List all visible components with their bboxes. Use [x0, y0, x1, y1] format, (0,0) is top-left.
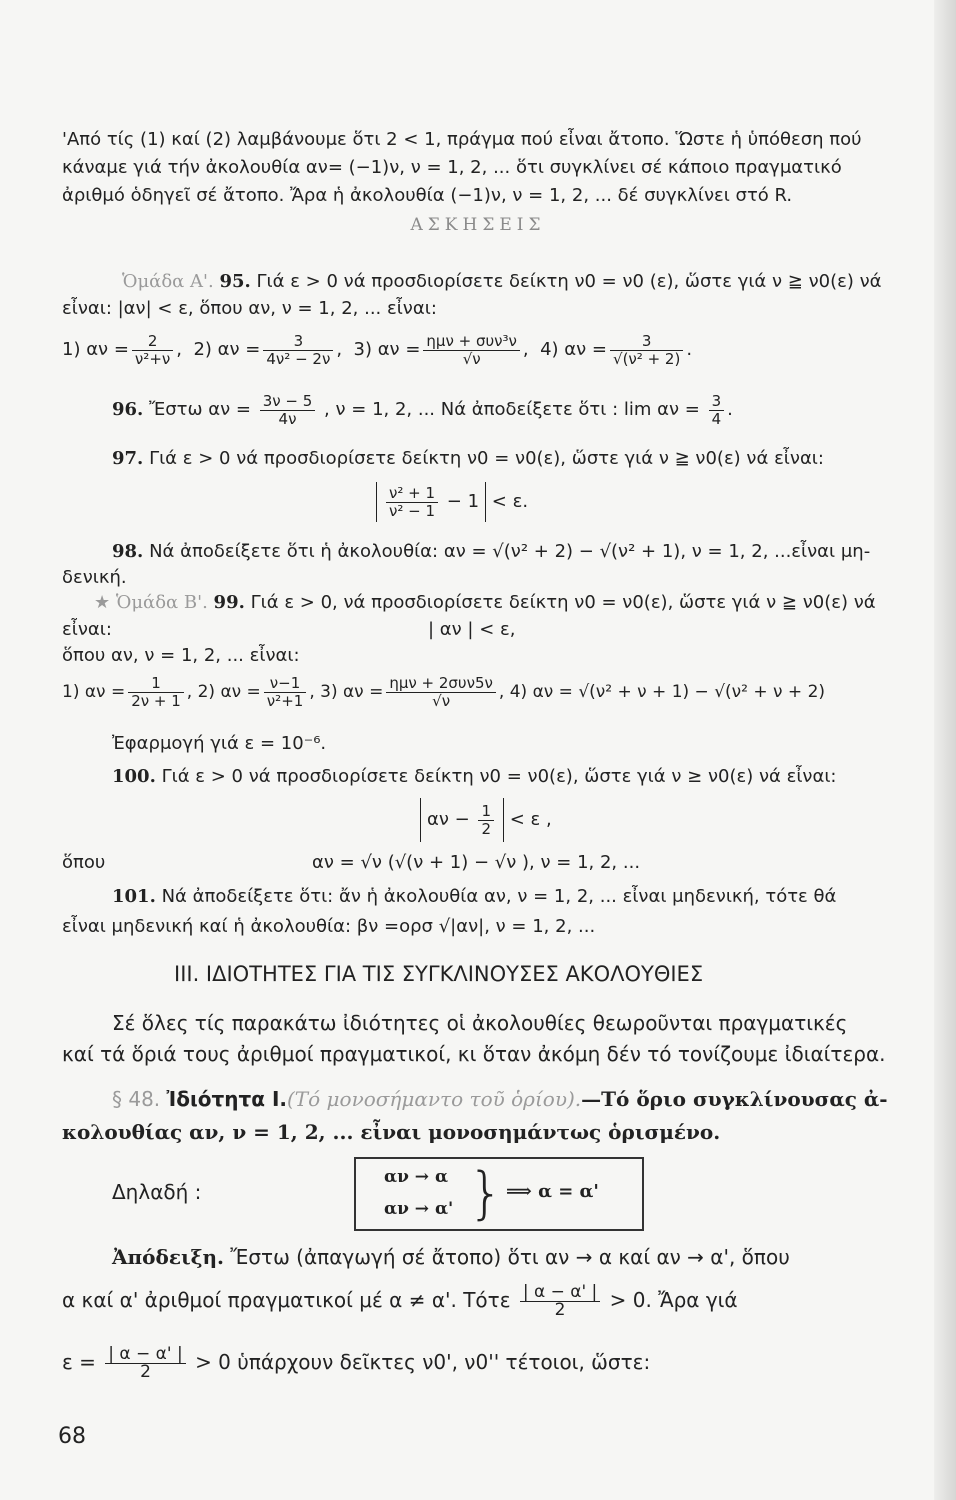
exercise-number: 97. [112, 448, 144, 469]
exercises-heading: ΑΣΚΗΣΕΙΣ [410, 215, 546, 235]
ex95-formulas: 1) αν = $\frac{2}{\text{ν²+ν}}$ , 2) αν = $\frac{3}{\text{4ν² − 2ν}}$ , 3) αν = ημν + συν³ν √ν , 4) αν = $\frac{3}{\text{√(ν² + 2)}}$ . [62, 331, 693, 368]
proof-heading: Ἀπόδειξη. [112, 1245, 225, 1269]
exercise-number: 99. [213, 592, 245, 613]
ex100-line [112, 766, 836, 788]
ex99-line2: εἶναι: [62, 619, 112, 640]
ex95-text: Γιά ε > 0 νά προσδιορίσετε δείκτη ν0 = ν0 (ε), ὥστε γιά ν ≧ ν0(ε) νά [256, 271, 882, 292]
intro-line: 'Από τίς (1) καί (2) λαμβάνουμε ὅτι 2 < 1, πράγμα πού εἶναι ἄτοπο. Ὥστε ἡ ὑπόθεση πού [62, 129, 862, 150]
box-conclusion: ⟹ α = α' [506, 1181, 599, 1202]
page-number: 68 [58, 1424, 86, 1449]
ex98-line [112, 541, 870, 563]
absolute-value: $\frac{\text{ν² + 1}}{\text{ν² − 1}}$ − 1 [376, 482, 486, 522]
intro-line: ἀριθμό ὁδηγεῖ σέ ἄτοπο. Ἄρα ἡ ἀκολουθία (−1)ν, ν = 1, 2, ... δέ συγκλίνει στό R. [62, 185, 793, 206]
formula-label: 4) αν = [540, 339, 608, 360]
ex101-line1 [112, 886, 836, 908]
ex95-line1 [122, 271, 882, 293]
chapter-para-line: Σέ ὅλες τίς παρακάτω ἰδιότητες οἱ ἀκολουθίες θεωροῦνται πραγματικές [112, 1011, 848, 1035]
formula-label: 1) αν = [62, 339, 129, 360]
chapter-title: ΙΙΙ. ΙΔΙΟΤΗΤΕΣ ΓΙΑ ΤΙΣ ΣΥΓΚΛΙΝΟΥΣΕΣ ΑΚΟΛΟΥΘΙΕΣ [174, 962, 704, 986]
ex100-inequality [420, 798, 552, 842]
absolute-value: αν − $\frac{1}{2}$ [420, 798, 504, 842]
formula-label: 2) αν = [197, 682, 261, 702]
intro-line: κάναμε γιά τήν ἀκολουθία αν= (−1)ν, ν = 1, 2, ... ὅτι συγκλίνει σέ κάποιο πραγματικό [62, 157, 842, 178]
proof-text: > 0 ὑπάρχουν δεῖκτες ν0', ν0'' τέτοιοι, ὥστε: [195, 1350, 651, 1374]
ex99-application: Ἐφαρμογή γιά ε = 10⁻⁶. [112, 733, 327, 754]
section-mark: § 48. [112, 1087, 161, 1111]
fraction: ημν + συν³ν √ν [423, 333, 520, 368]
ex96-text: , ν = 1, 2, ... Νά ἀποδείξετε ὅτι : lim αν = [324, 399, 700, 420]
proof-line3 [62, 1340, 650, 1384]
ex96: 96. Ἔστω αν = $\frac{3\nu - 5}{4\nu}$ , ν = 1, 2, ... Νά ἀποδείξετε ὅτι : lim αν = $\frac{3}{4}$ . [112, 391, 733, 428]
group-label: Ὁμάδα Α'. [122, 271, 214, 292]
ex99-formulas: 1) αν = $\frac{1}{2\nu + 1}$ , 2) αν = $\frac{\nu-1}{\text{ν²+1}}$ , 3) αν = ημν + 2συν5ν √ν , 4) αν = √(ν² + ν + 1) − √(ν² + ν + 2) [62, 673, 826, 710]
ex97-inequality [376, 482, 528, 522]
property-text-cont: κολουθίας αν, ν = 1, 2, ... εἶναι μονοσημάντως ὁρισμένο. [62, 1120, 721, 1144]
exercise-number: 95. [219, 271, 251, 292]
ex99-condition: | αν | < ε, [428, 619, 516, 640]
proof-text: Ἔστω (ἀπαγωγή σέ ἄτοπο) ὅτι αν → α καί αν → α', ὅπου [230, 1245, 790, 1269]
ex100-text: Γιά ε > 0 νά προσδιορίσετε δείκτη ν0 = ν0(ε), ὥστε γιά ν ≥ ν0(ε) νά εἶναι: [161, 766, 837, 787]
property-name: Ἰδιότητα Ι. [166, 1087, 287, 1111]
box-premise-2: αν → α' [384, 1199, 454, 1219]
ex101-text: Νά ἀποδείξετε ὅτι: ἄν ἡ ἀκολουθία αν, ν = 1, 2, ... εἶναι μηδενική, τότε θά [161, 886, 837, 907]
exercise-number: 96. [112, 399, 144, 420]
relation: < ε. [491, 491, 529, 512]
property-subtitle: (Τό μονοσήμαντο τοῦ ὁρίου). [286, 1087, 582, 1111]
ex100-where: ὅπου [62, 852, 106, 873]
box-label: Δηλαδή : [112, 1180, 202, 1204]
group-label: Ὁμάδα Β'. [115, 592, 208, 613]
property-text: —Τό ὅριο συγκλίνουσας ἀ- [581, 1087, 888, 1111]
ex97-text: Γιά ε > 0 νά προσδιορίσετε δείκτη ν0 = ν0(ε), ὥστε γιά ν ≧ ν0(ε) νά εἶναι: [149, 448, 824, 469]
fraction: $\frac{3}{\text{√(ν² + 2)}}$ [610, 333, 683, 368]
proof-line1 [112, 1245, 790, 1269]
proof-line2 [62, 1278, 738, 1322]
ex98-text: Νά ἀποδείξετε ὅτι ἡ ἀκολουθία: αν = √(ν² + 2) − √(ν² + 1), ν = 1, 2, ...εἶναι μη- [149, 541, 871, 562]
fraction: ημν + 2συν5ν √ν [386, 675, 496, 710]
star-icon: ★ [94, 592, 111, 613]
ex98-cont: δενική. [62, 567, 127, 588]
fraction: $\frac{3}{4}$ [709, 393, 725, 428]
exercise-number: 101. [112, 886, 156, 907]
ex96-text: Ἔστω αν = [149, 399, 251, 420]
fraction: $\frac{3\nu - 5}{4\nu}$ [260, 393, 316, 428]
fraction: $\frac{| \alpha - \alpha' |}{2}$ [105, 1346, 185, 1381]
property-heading [112, 1087, 888, 1111]
chapter-para-line: καί τά ὅριά τους ἀριθμοί πραγματικοί, κι ὅταν ἀκόμη δέν τό τονίζουμε ἰδιαίτερα. [62, 1042, 886, 1066]
exercise-number: 98. [112, 541, 144, 562]
brace-icon: } [468, 1161, 504, 1226]
fraction: $\frac{\nu-1}{\text{ν²+1}}$ [264, 675, 307, 710]
ex99-line1 [94, 592, 876, 614]
ex100-definition: αν = √ν (√(ν + 1) − √ν ), ν = 1, 2, ... [312, 852, 641, 873]
proof-text: ε = [62, 1350, 96, 1374]
ex101-line2: εἶναι μηδενική καί ἡ ἀκολουθία: βν =ορσ √|αν|, ν = 1, 2, ... [62, 916, 596, 937]
fraction: $\frac{3}{\text{4ν² − 2ν}}$ [263, 333, 333, 368]
ex99-text: Γιά ε > 0, νά προσδιορίσετε δείκτη ν0 = ν0(ε), ὥστε γιά ν ≧ ν0(ε) νά [250, 592, 876, 613]
ex95-line2: εἶναι: |αν| < ε, ὅπου αν, ν = 1, 2, ... εἶναι: [62, 298, 437, 319]
formula-label: 1) αν = [62, 682, 126, 702]
proof-text: > 0. Ἄρα γιά [609, 1288, 738, 1312]
relation: < ε , [509, 809, 552, 830]
proof-text: α καί α' ἀριθμοί πραγματικοί μέ α ≠ α'. Τότε [62, 1288, 511, 1312]
formula-label: 4) αν = √(ν² + ν + 1) − √(ν² + ν + 2) [509, 682, 826, 702]
ex97-line [112, 448, 824, 470]
formula-label: 3) αν = [320, 682, 384, 702]
exercise-number: 100. [112, 766, 156, 787]
formula-label: 2) αν = [193, 339, 261, 360]
fraction: $\frac{| \alpha - \alpha' |}{2}$ [520, 1284, 600, 1319]
fraction: $\frac{2}{\text{ν²+ν}}$ [132, 333, 173, 368]
ex99-line3: ὅπου αν, ν = 1, 2, ... εἶναι: [62, 645, 300, 666]
formula-label: 3) αν = [353, 339, 421, 360]
fraction: $\frac{1}{2\nu + 1}$ [128, 675, 184, 710]
box-premise-1: αν → α [384, 1167, 449, 1187]
